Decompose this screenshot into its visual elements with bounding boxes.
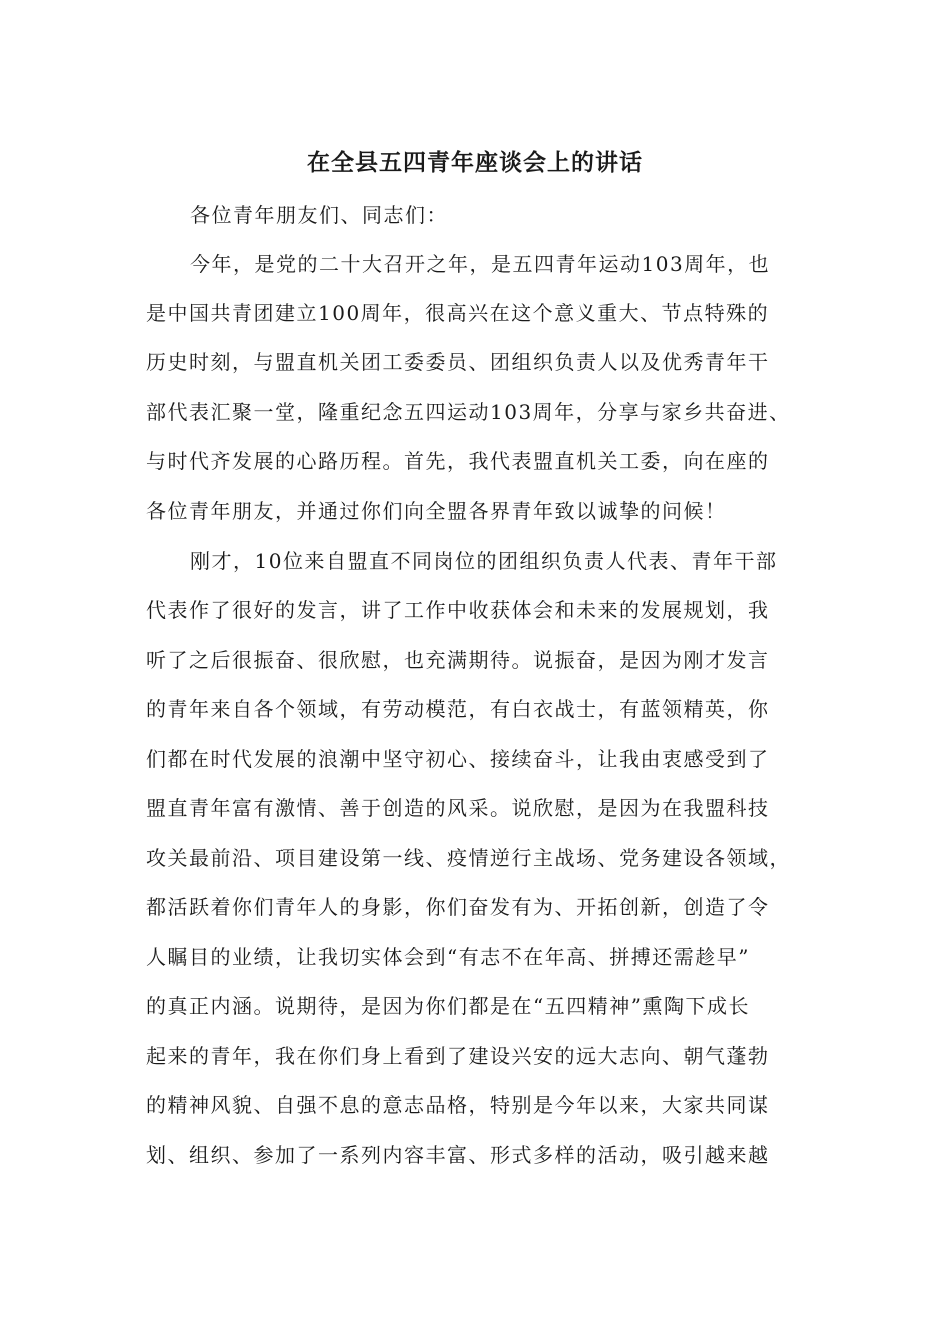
text-line: 刚才，10位来自盟直不同岗位的团组织负责人代表、青年干部 [190, 549, 778, 573]
text-line: 们都在时代发展的浪潮中坚守初心、接续奋斗，让我由衷感受到了 [146, 747, 770, 771]
text-line: 历史时刻，与盟直机关团工委委员、团组织负责人以及优秀青年干 [146, 350, 770, 374]
text-line: 的青年来自各个领域，有劳动模范，有白衣战士，有蓝领精英，你 [146, 697, 770, 721]
text-line: 的真正内涵。说期待，是因为你们都是在“五四精神”熏陶下成长 [146, 994, 750, 1018]
text-line: 今年，是党的二十大召开之年，是五四青年运动103周年，也 [190, 252, 771, 276]
text-line: 盟直青年富有激情、善于创造的风采。说欣慰，是因为在我盟科技 [146, 796, 770, 820]
text-line: 起来的青年，我在你们身上看到了建设兴安的远大志向、朝气蓬勃 [146, 1044, 770, 1068]
text-line: 人瞩目的业绩，让我切实体会到“有志不在年高、拼搏还需趁早” [146, 945, 750, 969]
text-line: 各位青年朋友，并通过你们向全盟各界青年致以诚挚的问候！ [146, 499, 727, 523]
text-line: 划、组织、参加了一系列内容丰富、形式多样的活动，吸引越来越 [146, 1143, 770, 1167]
text-line: 部代表汇聚一堂，隆重纪念五四运动103周年，分享与家乡共奋进、 [146, 400, 791, 424]
text-line: 听了之后很振奋、很欣慰，也充满期待。说振奋，是因为刚才发言 [146, 648, 770, 672]
text-line: 是中国共青团建立100周年，很高兴在这个意义重大、节点特殊的 [146, 301, 770, 325]
text-line: 攻关最前沿、项目建设第一线、疫情逆行主战场、党务建设各领域， [146, 846, 791, 870]
text-line: 与时代齐发展的心路历程。首先，我代表盟直机关工委，向在座的 [146, 449, 770, 473]
document-title: 在全县五四青年座谈会上的讲话 [307, 149, 643, 176]
salutation: 各位青年朋友们、同志们： [190, 203, 448, 227]
text-line: 的精神风貌、自强不息的意志品格，特别是今年以来，大家共同谋 [146, 1093, 770, 1117]
text-line: 都活跃着你们青年人的身影，你们奋发有为、开拓创新，创造了令 [146, 895, 770, 919]
text-line: 代表作了很好的发言，讲了工作中收获体会和未来的发展规划，我 [146, 598, 770, 622]
